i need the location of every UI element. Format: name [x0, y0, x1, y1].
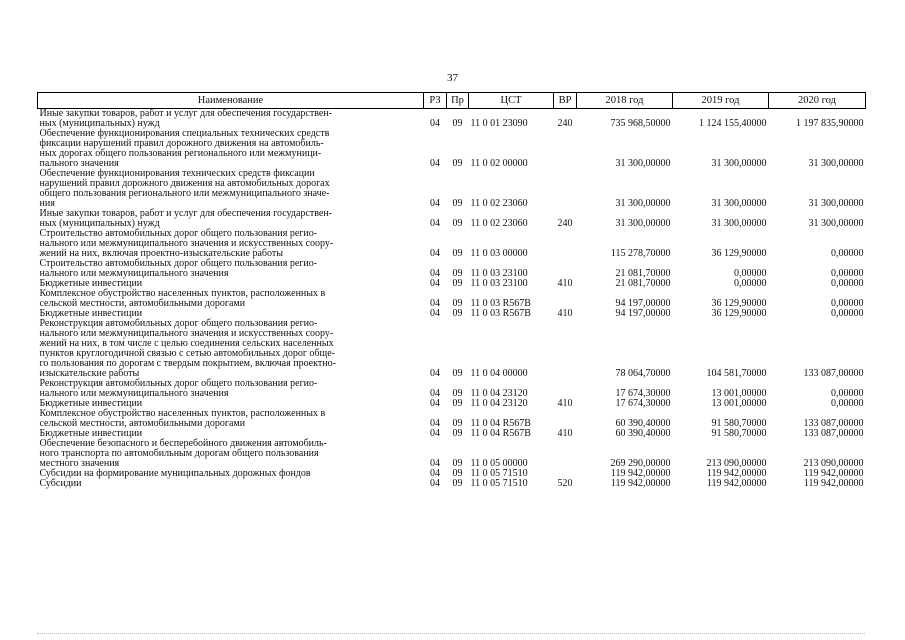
cell-2020: 31 300,00000: [808, 218, 864, 229]
cell-2020: 0,00000: [831, 268, 864, 279]
cell-name: Субсидии: [39, 478, 82, 489]
cell-name: Комплексное обустройство населенных пунктов, расположенных в сельской местности, автомобильными дорогами: [39, 408, 326, 429]
cell-pr: 09: [452, 308, 463, 319]
table-row: [38, 169, 866, 209]
cell-cst: 11 0 02 00000: [470, 158, 528, 169]
cell-cst: 11 0 05 71510: [470, 478, 528, 489]
table-row: [38, 479, 866, 489]
cell-2020: 133 087,00000: [803, 368, 864, 379]
cell-rz: 04: [430, 428, 440, 439]
cell-name: Комплексное обустройство населенных пунктов, расположенных в сельской местности, автомобильными дорогами: [39, 288, 326, 309]
cell-cst: 11 0 05 00000: [470, 458, 528, 469]
cell-2019: 36 129,90000: [711, 308, 767, 319]
cell-cst: 11 0 03 00000: [470, 248, 528, 259]
cell-rz: 04: [430, 158, 440, 169]
cell-vr: 410: [557, 398, 573, 409]
cell-name: Бюджетные инвестиции: [39, 308, 143, 319]
cell-cst: 11 0 02 23060: [470, 218, 528, 229]
cell-vr: [554, 409, 577, 429]
cell-vr: [554, 319, 577, 379]
header-vr: ВР: [554, 93, 577, 109]
cell-2020: 133 087,00000: [803, 418, 864, 429]
budget-table: [37, 92, 866, 489]
cell-pr: 09: [452, 278, 463, 289]
table-row: [38, 209, 866, 229]
cell-rz: 04: [430, 268, 440, 279]
cell-pr: 09: [452, 478, 463, 489]
table-row: [38, 319, 866, 379]
header-rz: РЗ: [424, 93, 447, 109]
cell-2019: 213 090,00000: [706, 458, 767, 469]
cell-rz: 04: [430, 118, 440, 129]
cell-rz: 04: [430, 218, 440, 229]
cell-pr: 09: [452, 158, 463, 169]
cell-2018: 78 064,70000: [615, 368, 671, 379]
cell-pr: 09: [452, 368, 463, 379]
cell-cst: 11 0 04 23120: [470, 398, 528, 409]
header-name: Наименование: [38, 93, 424, 109]
cell-2019: 31 300,00000: [711, 158, 767, 169]
table-row: [38, 259, 866, 279]
cell-vr: [554, 229, 577, 259]
cell-vr: [554, 289, 577, 309]
cell-2020: 0,00000: [831, 398, 864, 409]
cell-vr: 410: [557, 308, 573, 319]
cell-name: Реконструкция автомобильных дорог общего пользования регио- нального или межмуниципального значения и искусственных соору- жений на них, в том числе с целью соединения сельских населенных пунктов круглогодичной связью с сетью автомобильных дорог обще- го пользования по дорогам с твердым покрытием, включая проектно- изыскательские работы: [39, 318, 336, 379]
cell-vr: [554, 379, 577, 399]
cell-rz: 04: [430, 248, 440, 259]
cell-name: Обеспечение функционирования технических средств фиксации нарушений правил дорожного движения на автомобильных дорогах общего пользования регионального или межмуниципального значе- ния: [39, 168, 330, 209]
cell-2019: 13 001,00000: [711, 398, 767, 409]
cell-cst: 11 0 05 71510: [470, 468, 528, 479]
cell-rz: 04: [430, 308, 440, 319]
cell-pr: 09: [452, 398, 463, 409]
cell-2019: 91 580,70000: [711, 418, 767, 429]
cell-pr: 09: [452, 418, 463, 429]
cell-2020: 133 087,00000: [803, 428, 864, 439]
cell-vr: 410: [557, 428, 573, 439]
cell-2018: 17 674,30000: [615, 388, 671, 399]
cell-cst: 11 0 04 R567B: [470, 428, 531, 439]
cell-2020: 31 300,00000: [808, 198, 864, 209]
cell-2018: 269 290,00000: [610, 458, 671, 469]
cell-2018: 735 968,50000: [610, 118, 671, 129]
cell-cst: 11 0 03 R567B: [470, 298, 531, 309]
cell-2019: 13 001,00000: [711, 388, 767, 399]
cell-cst: 11 0 03 R567B: [470, 308, 531, 319]
cell-cst: 11 0 04 23120: [470, 388, 528, 399]
cell-2019: 119 942,00000: [706, 468, 767, 479]
cell-pr: 09: [452, 248, 463, 259]
table-row: [38, 439, 866, 469]
cell-rz: 04: [430, 418, 440, 429]
cell-2018: 119 942,00000: [610, 478, 671, 489]
cell-vr: [554, 169, 577, 209]
cell-rz: 04: [430, 368, 440, 379]
header-cst: ЦСТ: [469, 93, 554, 109]
table-row: [38, 289, 866, 309]
cell-2018: 21 081,70000: [615, 278, 671, 289]
cell-2018: 119 942,00000: [610, 468, 671, 479]
page-bottom-rule: [37, 633, 865, 634]
cell-name: Обеспечение функционирования специальных технических средств фиксации нарушений правил дорожного движения на автомобиль- ных дорогах общего пользования регионального или межмуници- пального значения: [39, 128, 330, 169]
cell-2019: 1 124 155,40000: [699, 118, 767, 129]
cell-2019: 36 129,90000: [711, 248, 767, 259]
page-number: 37: [447, 72, 458, 84]
cell-cst: 11 0 04 00000: [470, 368, 528, 379]
cell-2019: 91 580,70000: [711, 428, 767, 439]
cell-rz: 04: [430, 198, 440, 209]
cell-2019: 31 300,00000: [711, 218, 767, 229]
cell-2020: 0,00000: [831, 278, 864, 289]
cell-rz: 04: [430, 298, 440, 309]
cell-name: Строительство автомобильных дорог общего пользования регио- нального или межмуниципального значения и искусственных соору- жений на них, включая проектно-изыскательские работы: [39, 228, 334, 259]
cell-name: Обеспечение безопасного и бесперебойного движения автомобиль- ного транспорта по автомобильным дорогам общего пользования местного значения: [39, 438, 327, 469]
table-header-row: [38, 93, 866, 109]
cell-2020: 213 090,00000: [803, 458, 864, 469]
header-2018: 2018 год: [577, 93, 673, 109]
cell-2019: 36 129,90000: [711, 298, 767, 309]
cell-pr: 09: [452, 458, 463, 469]
cell-cst: 11 0 04 R567B: [470, 418, 531, 429]
cell-2020: 0,00000: [831, 298, 864, 309]
cell-vr: 520: [557, 478, 573, 489]
cell-2018: 60 390,40000: [615, 418, 671, 429]
cell-pr: 09: [452, 388, 463, 399]
cell-2020: 0,00000: [831, 248, 864, 259]
cell-2018: 31 300,00000: [615, 198, 671, 209]
cell-rz: 04: [430, 388, 440, 399]
cell-2019: 31 300,00000: [711, 198, 767, 209]
cell-2018: 31 300,00000: [615, 158, 671, 169]
cell-vr: 410: [557, 278, 573, 289]
cell-2018: 94 197,00000: [615, 298, 671, 309]
cell-rz: 04: [430, 458, 440, 469]
cell-cst: 11 0 02 23060: [470, 198, 528, 209]
cell-2019: 104 581,70000: [706, 368, 767, 379]
cell-vr: [554, 129, 577, 169]
cell-2018: 21 081,70000: [615, 268, 671, 279]
table-row: [38, 109, 866, 130]
header-pr: Пр: [447, 93, 469, 109]
cell-pr: 09: [452, 198, 463, 209]
cell-cst: 11 0 03 23100: [470, 278, 528, 289]
cell-cst: 11 0 03 23100: [470, 268, 528, 279]
cell-rz: 04: [430, 468, 440, 479]
cell-cst: 11 0 01 23090: [470, 118, 528, 129]
cell-2018: 60 390,40000: [615, 428, 671, 439]
cell-2019: 0,00000: [734, 268, 767, 279]
cell-rz: 04: [430, 398, 440, 409]
cell-vr: [554, 259, 577, 279]
cell-rz: 04: [430, 278, 440, 289]
cell-pr: 09: [452, 468, 463, 479]
cell-name: Иные закупки товаров, работ и услуг для обеспечения государствен- ных (муниципальных) нужд: [39, 208, 332, 229]
cell-2020: 31 300,00000: [808, 158, 864, 169]
cell-2020: 0,00000: [831, 308, 864, 319]
cell-2020: 0,00000: [831, 388, 864, 399]
cell-vr: 240: [557, 118, 573, 129]
table-row: [38, 409, 866, 429]
cell-2018: 31 300,00000: [615, 218, 671, 229]
header-2020: 2020 год: [769, 93, 866, 109]
cell-pr: 09: [452, 118, 463, 129]
cell-pr: 09: [452, 218, 463, 229]
cell-pr: 09: [452, 298, 463, 309]
cell-pr: 09: [452, 268, 463, 279]
cell-2018: 115 278,70000: [610, 248, 671, 259]
cell-vr: [554, 439, 577, 469]
cell-2020: 119 942,00000: [803, 478, 864, 489]
cell-2019: 119 942,00000: [706, 478, 767, 489]
cell-2019: 0,00000: [734, 278, 767, 289]
cell-name: Иные закупки товаров, работ и услуг для обеспечения государствен- ных (муниципальных) нужд: [39, 108, 332, 129]
cell-2018: 94 197,00000: [615, 308, 671, 319]
cell-name: Бюджетные инвестиции: [39, 278, 143, 289]
cell-name: Бюджетные инвестиции: [39, 428, 143, 439]
table-row: [38, 229, 866, 259]
cell-pr: 09: [452, 428, 463, 439]
cell-2020: 1 197 835,90000: [796, 118, 864, 129]
cell-rz: 04: [430, 478, 440, 489]
cell-name: Реконструкция автомобильных дорог общего пользования регио- нального или межмуниципального значения: [39, 378, 318, 399]
cell-2018: 17 674,30000: [615, 398, 671, 409]
table-row: [38, 379, 866, 399]
table-row: [38, 129, 866, 169]
cell-name: Бюджетные инвестиции: [39, 398, 143, 409]
cell-2020: 119 942,00000: [803, 468, 864, 479]
cell-vr: 240: [557, 218, 573, 229]
cell-name: Строительство автомобильных дорог общего пользования регио- нального или межмуниципального значения: [39, 258, 318, 279]
cell-name: Субсидии на формирование муниципальных дорожных фондов: [39, 468, 311, 479]
header-2019: 2019 год: [673, 93, 769, 109]
